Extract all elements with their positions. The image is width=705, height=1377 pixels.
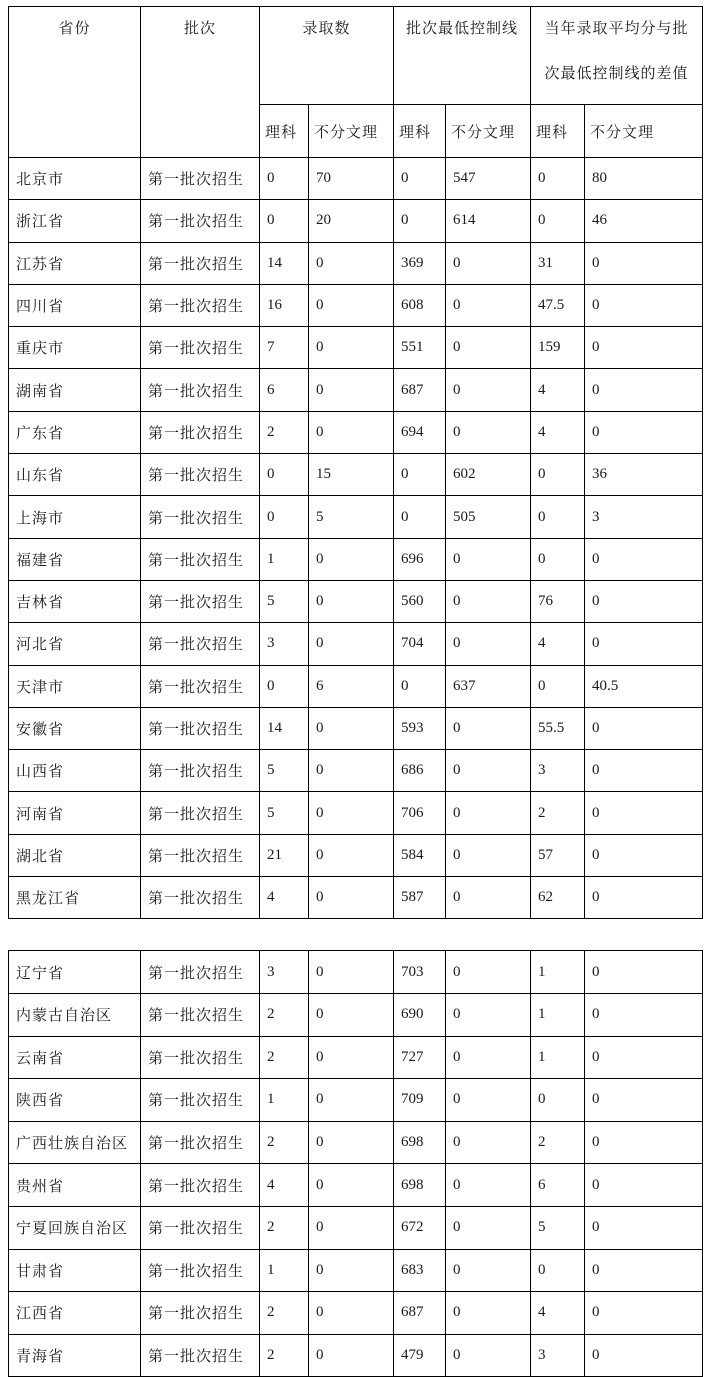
cell-controlline-combined: 0 xyxy=(446,993,531,1036)
cell-diff-combined: 0 xyxy=(585,1334,703,1377)
cell-controlline-combined: 0 xyxy=(446,1334,531,1377)
cell-diff-combined: 0 xyxy=(585,707,703,749)
table-row xyxy=(9,369,703,411)
cell-batch: 第一批次招生 xyxy=(141,834,260,876)
cell-controlline-combined: 0 xyxy=(446,1036,531,1079)
cell-admit-combined: 0 xyxy=(309,1206,394,1249)
cell-admit-combined: 0 xyxy=(309,1292,394,1335)
table-row xyxy=(9,1036,703,1079)
cell-diff-science: 1 xyxy=(531,1036,585,1079)
cell-admit-science: 3 xyxy=(260,951,309,994)
cell-diff-science: 3 xyxy=(531,1334,585,1377)
cell-controlline-combined: 0 xyxy=(446,411,531,453)
cell-diff-science: 0 xyxy=(531,496,585,538)
table-row xyxy=(9,665,703,707)
cell-province: 陕西省 xyxy=(9,1079,141,1122)
cell-diff-science: 0 xyxy=(531,665,585,707)
cell-batch: 第一批次招生 xyxy=(141,792,260,834)
table-row xyxy=(9,158,703,200)
cell-diff-combined: 0 xyxy=(585,1164,703,1207)
cell-diff-science: 0 xyxy=(531,538,585,580)
cell-controlline-science: 686 xyxy=(394,750,446,792)
cell-province: 四川省 xyxy=(9,284,141,326)
cell-diff-combined: 0 xyxy=(585,284,703,326)
cell-admit-science: 2 xyxy=(260,411,309,453)
cell-controlline-combined: 0 xyxy=(446,369,531,411)
cell-province: 云南省 xyxy=(9,1036,141,1079)
cell-controlline-science: 706 xyxy=(394,792,446,834)
cell-admit-science: 0 xyxy=(260,496,309,538)
cell-province: 辽宁省 xyxy=(9,951,141,994)
subheader-admission-combined: 不分文理 xyxy=(309,105,394,158)
cell-diff-combined: 0 xyxy=(585,242,703,284)
cell-controlline-combined: 0 xyxy=(446,792,531,834)
cell-admit-combined: 6 xyxy=(309,665,394,707)
cell-province: 江西省 xyxy=(9,1292,141,1335)
cell-admit-combined: 5 xyxy=(309,496,394,538)
cell-province: 安徽省 xyxy=(9,707,141,749)
admission-table-main xyxy=(8,6,703,919)
cell-admit-combined: 0 xyxy=(309,242,394,284)
cell-batch: 第一批次招生 xyxy=(141,411,260,453)
cell-batch: 第一批次招生 xyxy=(141,707,260,749)
cell-diff-science: 4 xyxy=(531,1292,585,1335)
cell-batch: 第一批次招生 xyxy=(141,200,260,242)
subheader-controlline-combined: 不分文理 xyxy=(446,105,531,158)
cell-diff-science: 31 xyxy=(531,242,585,284)
cell-province: 山西省 xyxy=(9,750,141,792)
cell-diff-science: 1 xyxy=(531,993,585,1036)
table-row xyxy=(9,993,703,1036)
cell-admit-combined: 15 xyxy=(309,454,394,496)
cell-batch: 第一批次招生 xyxy=(141,1164,260,1207)
cell-batch: 第一批次招生 xyxy=(141,993,260,1036)
cell-admit-combined: 0 xyxy=(309,1249,394,1292)
cell-controlline-combined: 0 xyxy=(446,951,531,994)
table-row xyxy=(9,327,703,369)
cell-diff-combined: 0 xyxy=(585,951,703,994)
cell-admit-science: 2 xyxy=(260,1036,309,1079)
cell-province: 山东省 xyxy=(9,454,141,496)
cell-diff-science: 4 xyxy=(531,369,585,411)
cell-province: 上海市 xyxy=(9,496,141,538)
cell-controlline-science: 687 xyxy=(394,369,446,411)
cell-diff-combined: 0 xyxy=(585,1121,703,1164)
cell-controlline-science: 696 xyxy=(394,538,446,580)
table-row xyxy=(9,834,703,876)
cell-controlline-science: 683 xyxy=(394,1249,446,1292)
header-province: 省份 xyxy=(9,7,141,158)
cell-admit-science: 2 xyxy=(260,1206,309,1249)
cell-province: 广西壮族自治区 xyxy=(9,1121,141,1164)
cell-controlline-science: 690 xyxy=(394,993,446,1036)
cell-batch: 第一批次招生 xyxy=(141,665,260,707)
table-row xyxy=(9,1334,703,1377)
cell-diff-combined: 46 xyxy=(585,200,703,242)
cell-admit-science: 21 xyxy=(260,834,309,876)
cell-controlline-combined: 0 xyxy=(446,1079,531,1122)
table-2-body xyxy=(9,951,703,1377)
cell-diff-science: 57 xyxy=(531,834,585,876)
cell-diff-combined: 0 xyxy=(585,1036,703,1079)
subheader-admission-science: 理科 xyxy=(260,105,309,158)
table-row xyxy=(9,1206,703,1249)
cell-controlline-combined: 0 xyxy=(446,580,531,622)
cell-controlline-science: 593 xyxy=(394,707,446,749)
cell-admit-science: 16 xyxy=(260,284,309,326)
cell-admit-science: 2 xyxy=(260,1121,309,1164)
cell-batch: 第一批次招生 xyxy=(141,327,260,369)
cell-diff-science: 159 xyxy=(531,327,585,369)
cell-admit-combined: 0 xyxy=(309,993,394,1036)
cell-diff-combined: 0 xyxy=(585,538,703,580)
cell-diff-science: 0 xyxy=(531,454,585,496)
cell-admit-science: 7 xyxy=(260,327,309,369)
cell-admit-combined: 0 xyxy=(309,284,394,326)
cell-controlline-combined: 505 xyxy=(446,496,531,538)
table-row xyxy=(9,623,703,665)
cell-controlline-combined: 0 xyxy=(446,834,531,876)
cell-controlline-science: 0 xyxy=(394,454,446,496)
cell-controlline-combined: 0 xyxy=(446,750,531,792)
cell-controlline-science: 694 xyxy=(394,411,446,453)
cell-diff-science: 0 xyxy=(531,158,585,200)
cell-admit-combined: 0 xyxy=(309,792,394,834)
admission-table-continued xyxy=(8,950,703,1377)
cell-batch: 第一批次招生 xyxy=(141,158,260,200)
cell-controlline-science: 698 xyxy=(394,1164,446,1207)
cell-batch: 第一批次招生 xyxy=(141,369,260,411)
cell-admit-science: 2 xyxy=(260,993,309,1036)
cell-controlline-science: 703 xyxy=(394,951,446,994)
header-min-control-line: 批次最低控制线 xyxy=(394,7,531,105)
cell-controlline-combined: 0 xyxy=(446,877,531,919)
cell-province: 重庆市 xyxy=(9,327,141,369)
cell-diff-science: 0 xyxy=(531,1249,585,1292)
cell-batch: 第一批次招生 xyxy=(141,1334,260,1377)
table-row xyxy=(9,496,703,538)
cell-admit-combined: 0 xyxy=(309,707,394,749)
cell-admit-combined: 0 xyxy=(309,580,394,622)
cell-province: 宁夏回族自治区 xyxy=(9,1206,141,1249)
cell-admit-science: 6 xyxy=(260,369,309,411)
cell-province: 天津市 xyxy=(9,665,141,707)
cell-controlline-science: 0 xyxy=(394,496,446,538)
cell-batch: 第一批次招生 xyxy=(141,538,260,580)
cell-admit-science: 0 xyxy=(260,454,309,496)
cell-diff-combined: 0 xyxy=(585,792,703,834)
cell-diff-science: 2 xyxy=(531,1121,585,1164)
cell-controlline-combined: 0 xyxy=(446,284,531,326)
cell-diff-combined: 36 xyxy=(585,454,703,496)
cell-controlline-science: 0 xyxy=(394,200,446,242)
cell-controlline-combined: 0 xyxy=(446,242,531,284)
cell-controlline-science: 687 xyxy=(394,1292,446,1335)
cell-diff-combined: 40.5 xyxy=(585,665,703,707)
table-row xyxy=(9,1292,703,1335)
cell-controlline-science: 704 xyxy=(394,623,446,665)
cell-controlline-combined: 0 xyxy=(446,1164,531,1207)
cell-admit-combined: 0 xyxy=(309,1121,394,1164)
table-row xyxy=(9,242,703,284)
cell-controlline-combined: 637 xyxy=(446,665,531,707)
cell-batch: 第一批次招生 xyxy=(141,623,260,665)
cell-admit-science: 5 xyxy=(260,750,309,792)
cell-batch: 第一批次招生 xyxy=(141,1036,260,1079)
table-row xyxy=(9,200,703,242)
cell-admit-combined: 0 xyxy=(309,834,394,876)
cell-province: 贵州省 xyxy=(9,1164,141,1207)
cell-admit-science: 0 xyxy=(260,665,309,707)
cell-province: 吉林省 xyxy=(9,580,141,622)
cell-controlline-combined: 0 xyxy=(446,623,531,665)
cell-controlline-science: 560 xyxy=(394,580,446,622)
cell-admit-science: 1 xyxy=(260,538,309,580)
subheader-diff-science: 理科 xyxy=(531,105,585,158)
table-row xyxy=(9,1079,703,1122)
cell-admit-science: 2 xyxy=(260,1292,309,1335)
cell-diff-combined: 0 xyxy=(585,1249,703,1292)
cell-diff-science: 4 xyxy=(531,411,585,453)
cell-diff-combined: 0 xyxy=(585,327,703,369)
cell-batch: 第一批次招生 xyxy=(141,877,260,919)
cell-province: 广东省 xyxy=(9,411,141,453)
cell-admit-combined: 0 xyxy=(309,1164,394,1207)
cell-controlline-science: 0 xyxy=(394,665,446,707)
cell-province: 北京市 xyxy=(9,158,141,200)
cell-diff-science: 1 xyxy=(531,951,585,994)
cell-batch: 第一批次招生 xyxy=(141,1079,260,1122)
header-admission-count: 录取数 xyxy=(260,7,394,105)
cell-diff-science: 6 xyxy=(531,1164,585,1207)
table-row xyxy=(9,284,703,326)
cell-admit-combined: 0 xyxy=(309,327,394,369)
table-row xyxy=(9,1164,703,1207)
cell-admit-science: 3 xyxy=(260,623,309,665)
subheader-controlline-science: 理科 xyxy=(394,105,446,158)
subheader-diff-combined: 不分文理 xyxy=(585,105,703,158)
cell-diff-combined: 0 xyxy=(585,993,703,1036)
cell-controlline-science: 727 xyxy=(394,1036,446,1079)
cell-diff-science: 4 xyxy=(531,623,585,665)
cell-diff-combined: 3 xyxy=(585,496,703,538)
header-batch: 批次 xyxy=(141,7,260,158)
cell-province: 黑龙江省 xyxy=(9,877,141,919)
cell-diff-combined: 80 xyxy=(585,158,703,200)
cell-admit-combined: 0 xyxy=(309,750,394,792)
cell-controlline-combined: 602 xyxy=(446,454,531,496)
cell-admit-combined: 0 xyxy=(309,1036,394,1079)
cell-admit-combined: 0 xyxy=(309,877,394,919)
cell-batch: 第一批次招生 xyxy=(141,750,260,792)
table-header xyxy=(9,7,703,158)
cell-batch: 第一批次招生 xyxy=(141,1292,260,1335)
cell-diff-combined: 0 xyxy=(585,834,703,876)
cell-controlline-combined: 547 xyxy=(446,158,531,200)
cell-admit-combined: 0 xyxy=(309,623,394,665)
cell-controlline-science: 0 xyxy=(394,158,446,200)
cell-controlline-science: 479 xyxy=(394,1334,446,1377)
header-avg-diff xyxy=(531,7,703,105)
cell-province: 青海省 xyxy=(9,1334,141,1377)
cell-admit-science: 5 xyxy=(260,580,309,622)
cell-diff-combined: 0 xyxy=(585,877,703,919)
cell-diff-combined: 0 xyxy=(585,1292,703,1335)
table-row xyxy=(9,951,703,994)
cell-controlline-combined: 0 xyxy=(446,1121,531,1164)
cell-diff-combined: 0 xyxy=(585,369,703,411)
cell-province: 内蒙古自治区 xyxy=(9,993,141,1036)
cell-controlline-combined: 0 xyxy=(446,538,531,580)
cell-admit-science: 4 xyxy=(260,877,309,919)
cell-admit-combined: 0 xyxy=(309,1334,394,1377)
cell-batch: 第一批次招生 xyxy=(141,580,260,622)
header-avg-diff-line1: 当年录取平均分与批 xyxy=(544,21,689,37)
cell-diff-science: 5 xyxy=(531,1206,585,1249)
table-row xyxy=(9,580,703,622)
cell-province: 甘肃省 xyxy=(9,1249,141,1292)
cell-diff-science: 62 xyxy=(531,877,585,919)
cell-batch: 第一批次招生 xyxy=(141,1206,260,1249)
cell-controlline-combined: 0 xyxy=(446,1249,531,1292)
cell-diff-combined: 0 xyxy=(585,1206,703,1249)
cell-province: 浙江省 xyxy=(9,200,141,242)
cell-controlline-science: 672 xyxy=(394,1206,446,1249)
table-row xyxy=(9,707,703,749)
cell-diff-science: 0 xyxy=(531,1079,585,1122)
cell-province: 福建省 xyxy=(9,538,141,580)
cell-controlline-combined: 0 xyxy=(446,707,531,749)
cell-admit-combined: 0 xyxy=(309,369,394,411)
cell-batch: 第一批次招生 xyxy=(141,1249,260,1292)
cell-controlline-combined: 614 xyxy=(446,200,531,242)
table-row xyxy=(9,411,703,453)
cell-admit-science: 2 xyxy=(260,1334,309,1377)
table-row xyxy=(9,1121,703,1164)
table-row xyxy=(9,538,703,580)
cell-controlline-combined: 0 xyxy=(446,1206,531,1249)
cell-controlline-combined: 0 xyxy=(446,1292,531,1335)
header-group-row xyxy=(9,7,703,105)
cell-admit-combined: 0 xyxy=(309,1079,394,1122)
cell-admit-science: 4 xyxy=(260,1164,309,1207)
cell-admit-science: 0 xyxy=(260,200,309,242)
cell-admit-combined: 0 xyxy=(309,538,394,580)
cell-admit-combined: 0 xyxy=(309,951,394,994)
cell-controlline-combined: 0 xyxy=(446,327,531,369)
cell-diff-combined: 0 xyxy=(585,750,703,792)
cell-controlline-science: 698 xyxy=(394,1121,446,1164)
cell-diff-combined: 0 xyxy=(585,580,703,622)
cell-province: 湖南省 xyxy=(9,369,141,411)
cell-batch: 第一批次招生 xyxy=(141,242,260,284)
cell-diff-science: 3 xyxy=(531,750,585,792)
cell-admit-combined: 20 xyxy=(309,200,394,242)
cell-admit-science: 14 xyxy=(260,707,309,749)
table-row xyxy=(9,877,703,919)
cell-diff-science: 0 xyxy=(531,200,585,242)
table-1-body xyxy=(9,158,703,919)
table-row xyxy=(9,1249,703,1292)
cell-admit-science: 14 xyxy=(260,242,309,284)
cell-batch: 第一批次招生 xyxy=(141,454,260,496)
table-row xyxy=(9,750,703,792)
cell-controlline-science: 608 xyxy=(394,284,446,326)
cell-diff-science: 47.5 xyxy=(531,284,585,326)
cell-controlline-science: 551 xyxy=(394,327,446,369)
table-row xyxy=(9,454,703,496)
cell-diff-science: 55.5 xyxy=(531,707,585,749)
cell-controlline-science: 369 xyxy=(394,242,446,284)
cell-diff-science: 2 xyxy=(531,792,585,834)
cell-admit-science: 5 xyxy=(260,792,309,834)
cell-batch: 第一批次招生 xyxy=(141,951,260,994)
cell-admit-science: 0 xyxy=(260,158,309,200)
cell-diff-combined: 0 xyxy=(585,1079,703,1122)
cell-controlline-science: 584 xyxy=(394,834,446,876)
cell-province: 河南省 xyxy=(9,792,141,834)
cell-diff-combined: 0 xyxy=(585,623,703,665)
header-avg-diff-line2: 次最低控制线的差值 xyxy=(544,66,689,82)
cell-admit-combined: 0 xyxy=(309,411,394,453)
cell-province: 湖北省 xyxy=(9,834,141,876)
cell-province: 江苏省 xyxy=(9,242,141,284)
cell-diff-science: 76 xyxy=(531,580,585,622)
table-row xyxy=(9,792,703,834)
cell-admit-science: 1 xyxy=(260,1249,309,1292)
cell-province: 河北省 xyxy=(9,623,141,665)
cell-batch: 第一批次招生 xyxy=(141,496,260,538)
cell-controlline-science: 587 xyxy=(394,877,446,919)
cell-admit-science: 1 xyxy=(260,1079,309,1122)
cell-diff-combined: 0 xyxy=(585,411,703,453)
cell-batch: 第一批次招生 xyxy=(141,284,260,326)
cell-batch: 第一批次招生 xyxy=(141,1121,260,1164)
cell-controlline-science: 709 xyxy=(394,1079,446,1122)
cell-admit-combined: 70 xyxy=(309,158,394,200)
